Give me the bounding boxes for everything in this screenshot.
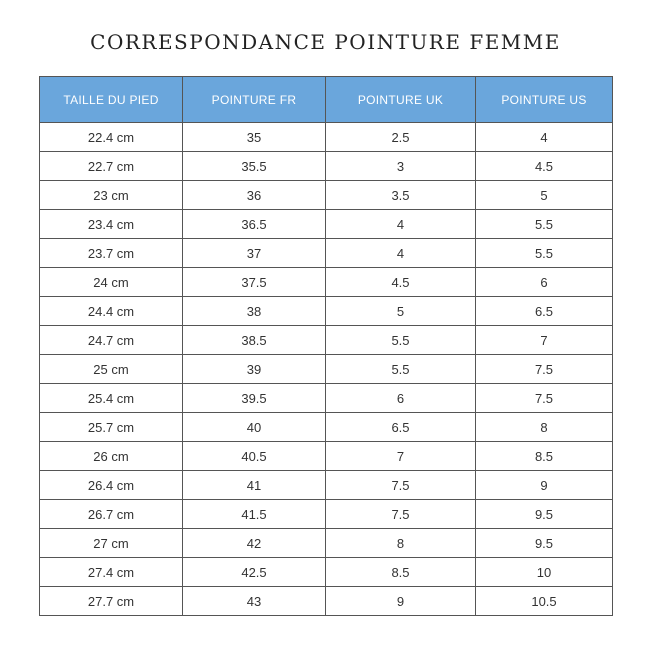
cell-size-fr: 35: [183, 123, 326, 152]
cell-size-us: 7: [476, 326, 613, 355]
cell-size-us: 4: [476, 123, 613, 152]
cell-foot-length: 27.4 cm: [40, 558, 183, 587]
cell-size-uk: 8.5: [326, 558, 476, 587]
cell-size-uk: 4: [326, 239, 476, 268]
cell-size-us: 6.5: [476, 297, 613, 326]
table-header-row: [40, 77, 613, 123]
table-row: [40, 413, 613, 442]
cell-size-us: 7.5: [476, 355, 613, 384]
header-foot-length: TAILLE DU PIED: [40, 77, 183, 123]
cell-size-uk: 5.5: [326, 355, 476, 384]
cell-size-us: 6: [476, 268, 613, 297]
cell-size-fr: 36: [183, 181, 326, 210]
cell-size-us: 8.5: [476, 442, 613, 471]
cell-foot-length: 27.7 cm: [40, 587, 183, 616]
cell-foot-length: 25.4 cm: [40, 384, 183, 413]
table-row: [40, 123, 613, 152]
cell-size-fr: 41.5: [183, 500, 326, 529]
cell-size-uk: 5.5: [326, 326, 476, 355]
cell-foot-length: 22.4 cm: [40, 123, 183, 152]
table-row: [40, 239, 613, 268]
cell-foot-length: 25 cm: [40, 355, 183, 384]
table-row: [40, 326, 613, 355]
cell-size-uk: 6.5: [326, 413, 476, 442]
cell-size-fr: 38.5: [183, 326, 326, 355]
cell-size-fr: 42: [183, 529, 326, 558]
cell-foot-length: 23.7 cm: [40, 239, 183, 268]
cell-size-us: 4.5: [476, 152, 613, 181]
cell-size-fr: 41: [183, 471, 326, 500]
cell-size-uk: 4: [326, 210, 476, 239]
cell-size-us: 10.5: [476, 587, 613, 616]
cell-size-us: 5.5: [476, 210, 613, 239]
cell-size-fr: 39: [183, 355, 326, 384]
cell-foot-length: 26 cm: [40, 442, 183, 471]
table-row: [40, 152, 613, 181]
table-row: [40, 297, 613, 326]
cell-foot-length: 23.4 cm: [40, 210, 183, 239]
cell-foot-length: 26.4 cm: [40, 471, 183, 500]
cell-foot-length: 23 cm: [40, 181, 183, 210]
cell-foot-length: 27 cm: [40, 529, 183, 558]
cell-size-fr: 37: [183, 239, 326, 268]
cell-size-us: 5: [476, 181, 613, 210]
table-row: [40, 529, 613, 558]
cell-size-uk: 8: [326, 529, 476, 558]
table-row: [40, 471, 613, 500]
table-row: [40, 355, 613, 384]
table-row: [40, 384, 613, 413]
cell-size-uk: 9: [326, 587, 476, 616]
cell-size-uk: 6: [326, 384, 476, 413]
cell-size-fr: 36.5: [183, 210, 326, 239]
table-row: [40, 442, 613, 471]
cell-size-fr: 43: [183, 587, 326, 616]
cell-size-fr: 37.5: [183, 268, 326, 297]
table-row: [40, 210, 613, 239]
page-title: CORRESPONDANCE POINTURE FEMME: [90, 30, 561, 54]
cell-foot-length: 22.7 cm: [40, 152, 183, 181]
cell-size-us: 9.5: [476, 529, 613, 558]
cell-size-uk: 7: [326, 442, 476, 471]
table-row: [40, 181, 613, 210]
cell-size-uk: 2.5: [326, 123, 476, 152]
cell-size-us: 9.5: [476, 500, 613, 529]
cell-size-fr: 40: [183, 413, 326, 442]
table-row: [40, 558, 613, 587]
cell-size-us: 5.5: [476, 239, 613, 268]
table-row: [40, 268, 613, 297]
cell-size-us: 7.5: [476, 384, 613, 413]
cell-size-uk: 7.5: [326, 500, 476, 529]
cell-size-us: 9: [476, 471, 613, 500]
cell-size-us: 10: [476, 558, 613, 587]
header-size-fr: POINTURE FR: [183, 77, 326, 123]
cell-size-uk: 7.5: [326, 471, 476, 500]
cell-size-us: 8: [476, 413, 613, 442]
cell-size-uk: 5: [326, 297, 476, 326]
table-body: [40, 123, 613, 616]
cell-foot-length: 24.7 cm: [40, 326, 183, 355]
size-chart-table: [39, 76, 613, 616]
cell-foot-length: 24 cm: [40, 268, 183, 297]
cell-foot-length: 24.4 cm: [40, 297, 183, 326]
table-row: [40, 587, 613, 616]
cell-foot-length: 25.7 cm: [40, 413, 183, 442]
cell-size-uk: 4.5: [326, 268, 476, 297]
cell-size-uk: 3.5: [326, 181, 476, 210]
cell-size-fr: 35.5: [183, 152, 326, 181]
table-row: [40, 500, 613, 529]
header-size-us: POINTURE US: [476, 77, 613, 123]
cell-foot-length: 26.7 cm: [40, 500, 183, 529]
cell-size-uk: 3: [326, 152, 476, 181]
cell-size-fr: 38: [183, 297, 326, 326]
cell-size-fr: 42.5: [183, 558, 326, 587]
cell-size-fr: 40.5: [183, 442, 326, 471]
cell-size-fr: 39.5: [183, 384, 326, 413]
header-size-uk: POINTURE UK: [326, 77, 476, 123]
